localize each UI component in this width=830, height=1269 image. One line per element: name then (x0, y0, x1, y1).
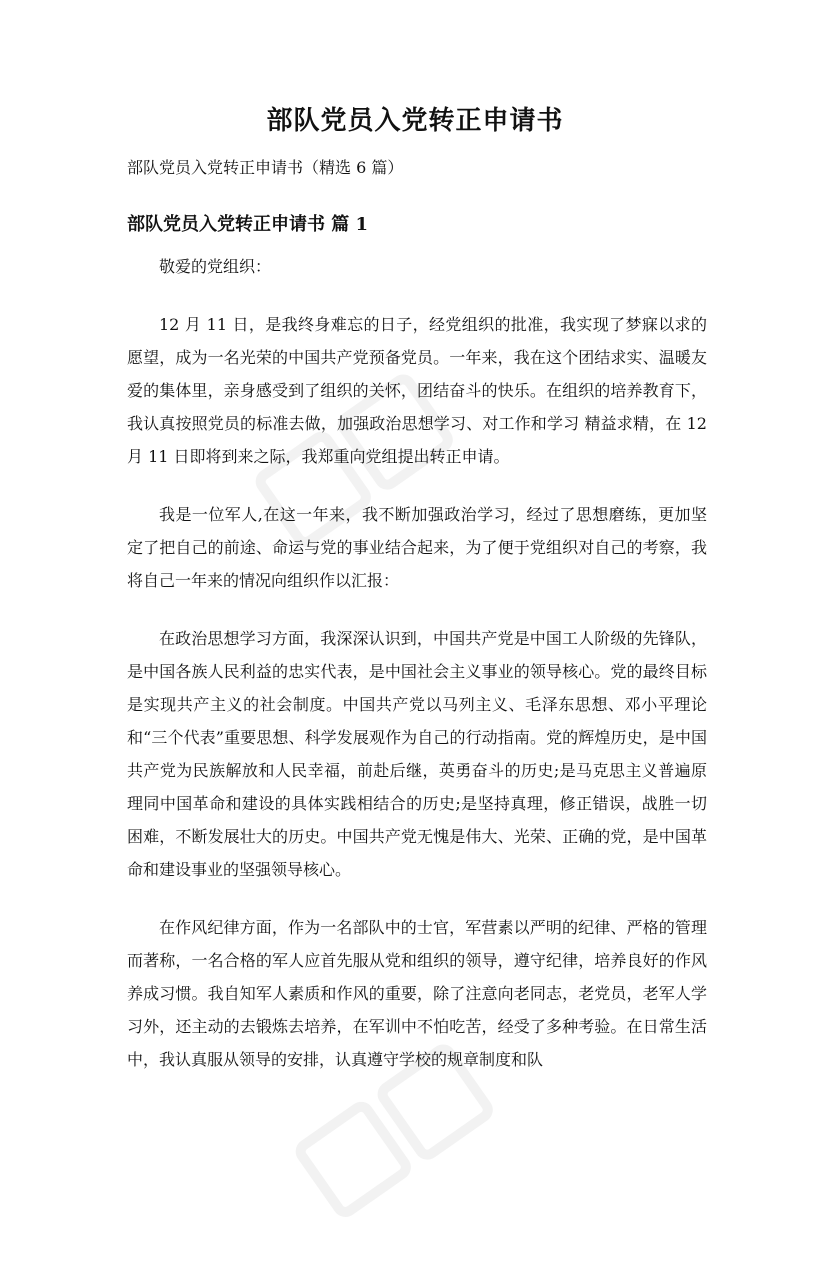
section-heading: 部队党员入党转正申请书 篇 1 (127, 214, 369, 235)
document-title: 部队党员入党转正申请书 (266, 106, 564, 136)
document-subtitle: 部队党员入党转正申请书（精选 6 篇） (127, 158, 404, 177)
document-body (127, 250, 707, 1101)
paragraph: 在作风纪律方面，作为一名部队中的士官，军营素以严明的纪律、严格的管理而著称，一名合格的军人应首先服从党和组织的领导，遵守纪律，培养良好的作风养成习惯。我自知军人素质和作风的重要，除了注意向老同志，老党员，老军人学习外，还主动的去锻炼去培养，在军训中不怕吃苦，经受了多种考验。在日常生活中，我认真服从领导的安排，认真遵守学校的规章制度和队 (127, 918, 707, 1069)
paragraph: 我是一位军人,在这一年来，我不断加强政治学习，经过了思想磨练，更加坚定了把自己的前途、命运与党的事业结合起来，为了便于党组织对自己的考察，我将自己一年来的情况向组织作以汇报： (127, 505, 707, 590)
salutation: 敬爱的党组织： (159, 257, 272, 276)
paragraph: 12 月 11 日，是我终身难忘的日子，经党组织的批准，我实现了梦寐以求的愿望，成为一名光荣的中国共产党预备党员。一年来，我在这个团结求实、温暖友爱的集体里，亲身感受到了组织的关怀，团结奋斗的快乐。在组织的培养教育下，我认真按照党员的标准去做，加强政治思想学习、对工作和学习 精益求精，在 12 月 11 日即将到来之际，我郑重向党组提出转正申请。 (127, 315, 707, 466)
paragraph: 在政治思想学习方面，我深深认识到，中国共产党是中国工人阶级的先锋队，是中国各族人民利益的忠实代表，是中国社会主义事业的领导核心。党的最终目标是实现共产主义的社会制度。中国共产党以马列主义、毛泽东思想、邓小平理论和“三个代表”重要思想、科学发展观作为自己的行动指南。党的辉煌历史，是中国共产党为民族解放和人民幸福，前赴后继，英勇奋斗的历史;是马克思主义普遍原理同中国革命和建设的具体实践相结合的历史;是坚持真理，修正错误，战胜一切困难，不断发展壮大的历史。中国共产党无愧是伟大、光荣、正确的党，是中国革命和建设事业的坚强领导核心。 (127, 629, 707, 879)
